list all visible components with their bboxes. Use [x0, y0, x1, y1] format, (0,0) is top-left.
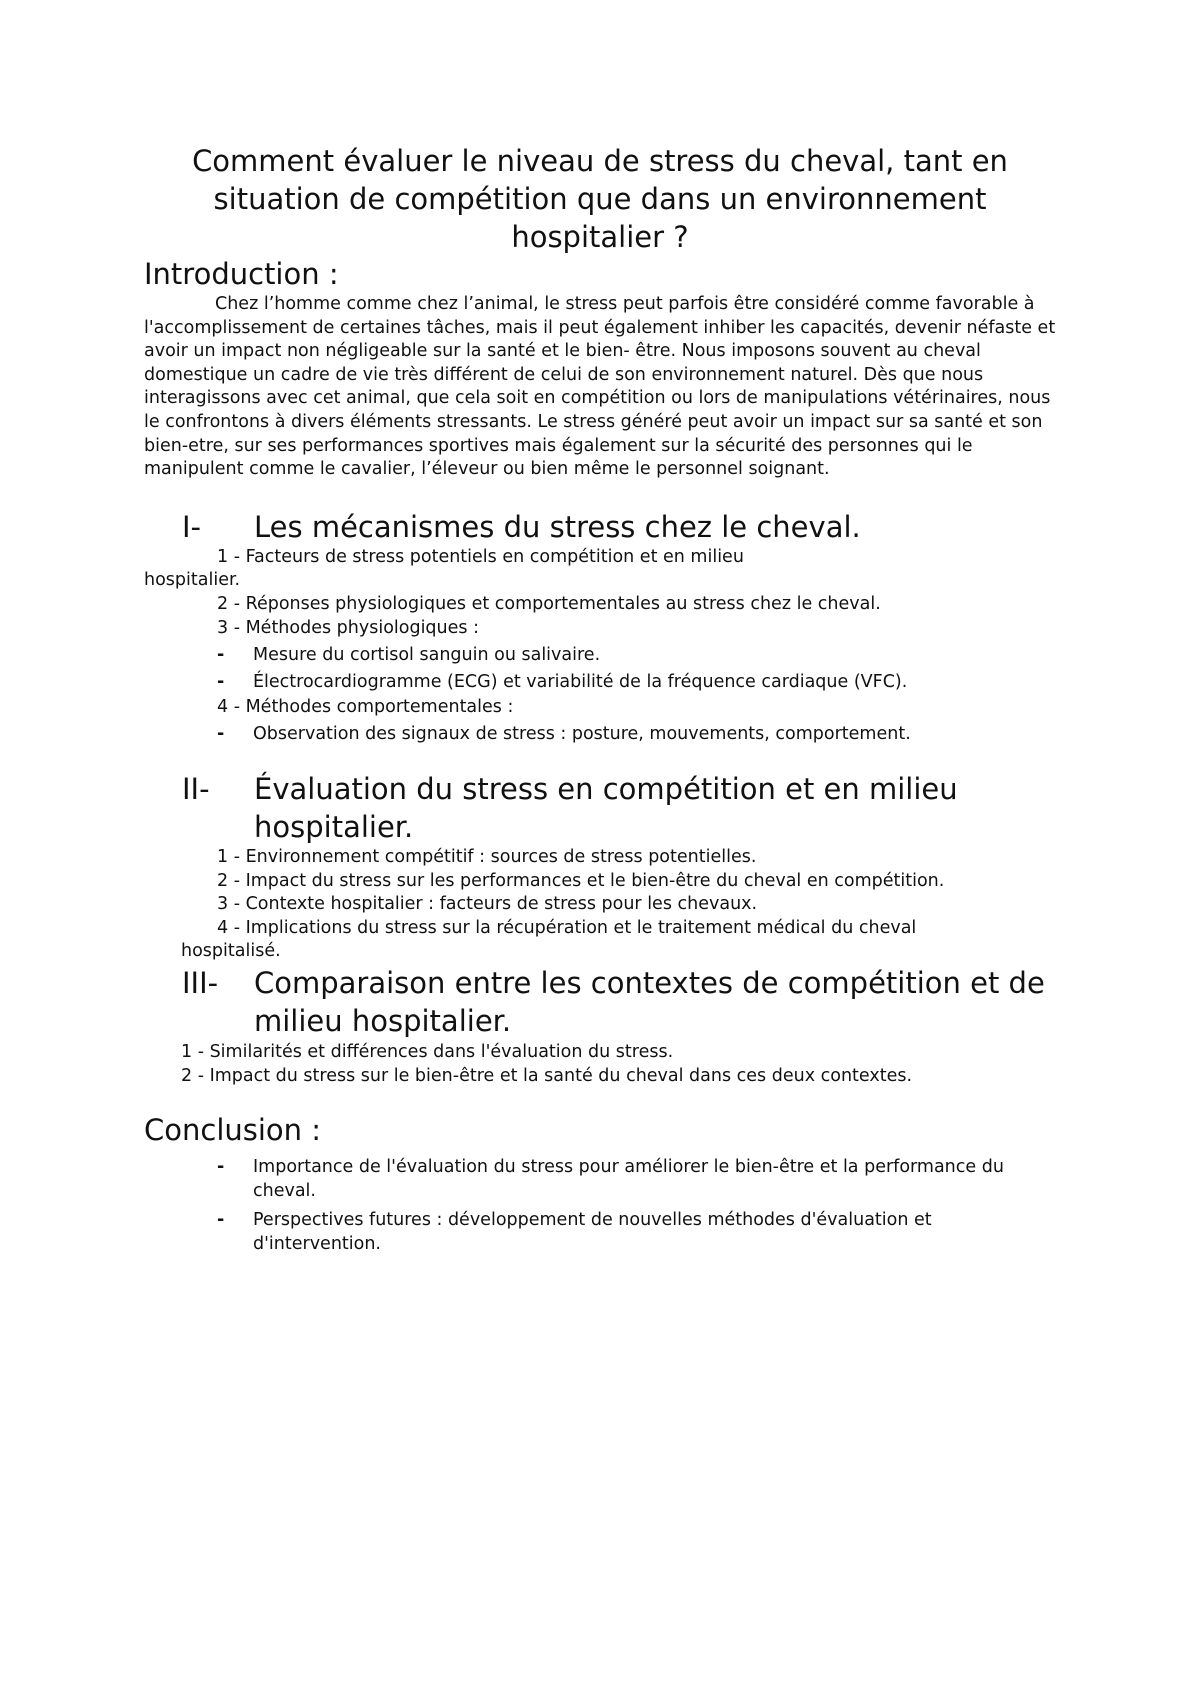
- bullet-text: Importance de l'évaluation du stress pour améliorer le bien-être et la performance du cheval.: [253, 1157, 1004, 1201]
- section-3-number: III-: [182, 966, 219, 1000]
- section-2-number: II-: [182, 772, 210, 806]
- section-1-item-4: 4 - Méthodes comportementales :: [217, 697, 514, 717]
- introduction-heading: Introduction :: [144, 257, 339, 291]
- bullet-marker: -: [217, 672, 225, 692]
- bullet-text: Perspectives futures : développement de nouvelles méthodes d'évaluation et d'intervention.: [253, 1210, 932, 1254]
- section-2-item-1: 1 - Environnement compétitif : sources de stress potentielles.: [217, 847, 757, 867]
- section-3-title: Comparaison entre les contextes de compétition et de milieu hospitalier.: [254, 966, 1045, 1038]
- section-3-heading: [182, 964, 1062, 1040]
- section-2-item-2: 2 - Impact du stress sur les performances et le bien-être du cheval en compétition.: [217, 871, 945, 891]
- list-item: [217, 1208, 1047, 1256]
- conclusion-heading: Conclusion :: [144, 1113, 322, 1147]
- bullet-marker: -: [217, 1210, 225, 1230]
- list-item: [217, 643, 1047, 667]
- list-item: [217, 722, 1047, 746]
- document-title: Comment évaluer le niveau de stress du cheval, tant en situation de compétition que dans un environnement hospitalier ?: [192, 144, 1008, 254]
- introduction-paragraph: Chez l’homme comme chez l’animal, le stress peut parfois être considéré comme favorable à l'accomplissement de certaines tâches, mais il peut également inhiber les capacités, devenir néfaste et avoir un impact non négligeable sur la santé et le bien- être. Nous imposons souvent au cheval domestique un cadre de vie très différent de celui de son environnement naturel. Dès que nous interagissons avec cet animal, que cela soit en compétition ou lors de manipulations vétérinaires, nous le confrontons à divers éléments stressants. Le stress généré peut avoir un impact sur sa santé et son bien-etre, sur ses performances sportives mais également sur la sécurité des personnes qui le manipulent comme le cavalier, l’éleveur ou bien même le personnel soignant.: [144, 294, 1056, 480]
- section-1-heading: [182, 508, 1062, 546]
- bullet-text: Électrocardiogramme (ECG) et variabilité de la fréquence cardiaque (VFC).: [253, 672, 908, 692]
- section-1-item-1-continued: hospitalier.: [144, 570, 241, 590]
- section-1-number: I-: [182, 510, 202, 544]
- list-item: [217, 1155, 1047, 1203]
- bullet-marker: -: [217, 645, 225, 665]
- bullet-text: Mesure du cortisol sanguin ou salivaire.: [253, 645, 601, 665]
- bullet-marker: -: [217, 1157, 225, 1177]
- bullet-marker: -: [217, 724, 225, 744]
- section-2-heading: [182, 770, 1062, 846]
- section-1-item-2: 2 - Réponses physiologiques et comportementales au stress chez le cheval.: [217, 594, 881, 614]
- list-item: [217, 670, 1047, 694]
- bullet-text: Observation des signaux de stress : posture, mouvements, comportement.: [253, 724, 911, 744]
- section-3-item-1: 1 - Similarités et différences dans l'évaluation du stress.: [181, 1042, 674, 1062]
- section-2-title: Évaluation du stress en compétition et en milieu hospitalier.: [254, 772, 958, 844]
- section-2-item-3: 3 - Contexte hospitalier : facteurs de stress pour les chevaux.: [217, 894, 758, 914]
- section-2-item-4: 4 - Implications du stress sur la récupération et le traitement médical du cheval: [217, 918, 917, 938]
- section-2-item-4-continued: hospitalisé.: [181, 941, 281, 961]
- section-1-item-1: 1 - Facteurs de stress potentiels en compétition et en milieu: [217, 547, 744, 567]
- section-1-title: Les mécanismes du stress chez le cheval.: [254, 510, 861, 544]
- section-1-item-3: 3 - Méthodes physiologiques :: [217, 618, 479, 638]
- section-3-item-2: 2 - Impact du stress sur le bien-être et la santé du cheval dans ces deux contextes.: [181, 1066, 913, 1086]
